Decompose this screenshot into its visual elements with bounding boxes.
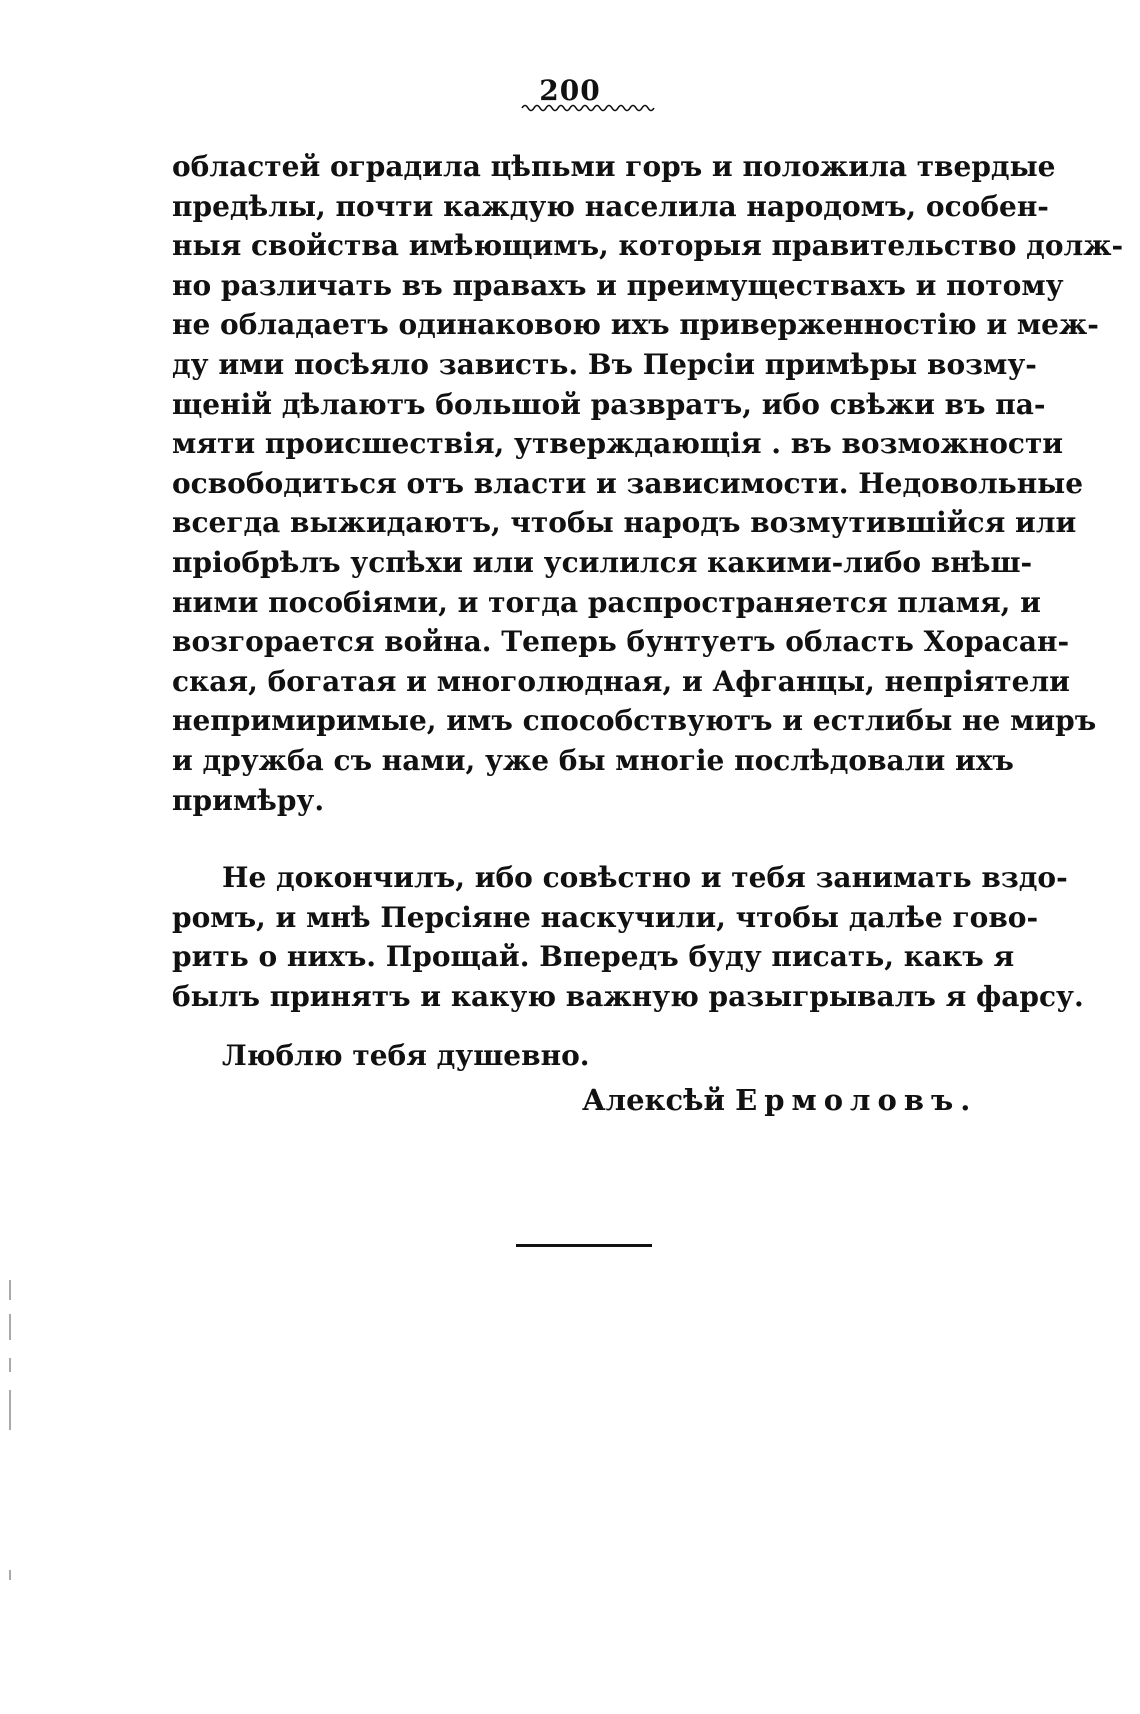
text-line: освободиться отъ власти и зависимости. Недовольные bbox=[172, 466, 1084, 500]
paragraph-letter-ending bbox=[172, 858, 1084, 1016]
page-number: 200 bbox=[539, 74, 601, 107]
text-line: ду ими посѣяло зависть. Въ Персіи примѣры возму- bbox=[172, 347, 1037, 381]
end-rule bbox=[516, 1244, 652, 1247]
text-line: непримиримые, имъ способствуютъ и естлибы не миръ bbox=[172, 704, 1097, 738]
signature-first-name: Алексѣй bbox=[582, 1083, 726, 1117]
text-line: всегда выжидаютъ, чтобы народъ возмутившійся или bbox=[172, 506, 1077, 540]
text-line: былъ принятъ и какую важную разыгрывалъ я фарсу. bbox=[172, 979, 1084, 1013]
signature-surname: Ермоловъ. bbox=[735, 1083, 978, 1117]
text-line: пріобрѣлъ успѣхи или усилился какими-либо внѣш- bbox=[172, 545, 1033, 579]
text-line: предѣлы, почти каждую населила народомъ, особен- bbox=[172, 189, 1049, 223]
closing-line: Люблю тебя душевно. bbox=[222, 1039, 590, 1072]
text-line: возгорается война. Теперь бунтуетъ область Хорасан- bbox=[172, 625, 1070, 659]
text-line: щеній дѣлаютъ большой развратъ, ибо свѣжи въ па- bbox=[172, 387, 1046, 421]
text-line: но различать въ правахъ и преимуществахъ и потому bbox=[172, 268, 1064, 302]
text-line: ныя свойства имѣющимъ, которыя правительство долж- bbox=[172, 229, 1124, 263]
text-line: ромъ, и мнѣ Персіяне наскучили, чтобы далѣе гово- bbox=[172, 900, 1039, 934]
signature bbox=[582, 1080, 977, 1120]
paragraph-body bbox=[172, 147, 1124, 820]
text-line: мяти происшествія, утверждающія . въ возможности bbox=[172, 427, 1064, 461]
scan-edge-marks bbox=[8, 1280, 12, 1580]
text-line: ская, богатая и многолюдная, и Афганцы, непріятели bbox=[172, 664, 1070, 698]
page-number-ornament bbox=[522, 102, 654, 114]
text-line: рить о нихъ. Прощай. Впередъ буду писать, какъ я bbox=[172, 940, 1015, 974]
text-line: не обладаетъ одинаковою ихъ приверженностію и меж- bbox=[172, 308, 1099, 342]
text-line: ними пособіями, и тогда распространяется пламя, и bbox=[172, 585, 1041, 619]
text-line: областей оградила цѣпьми горъ и положила твердые bbox=[172, 150, 1056, 183]
text-line: примѣру. bbox=[172, 783, 325, 817]
text-line: Не докончилъ, ибо совѣстно и тебя занимать вздо- bbox=[222, 861, 1068, 894]
text-line: и дружба съ нами, уже бы многіе послѣдовали ихъ bbox=[172, 743, 1014, 777]
